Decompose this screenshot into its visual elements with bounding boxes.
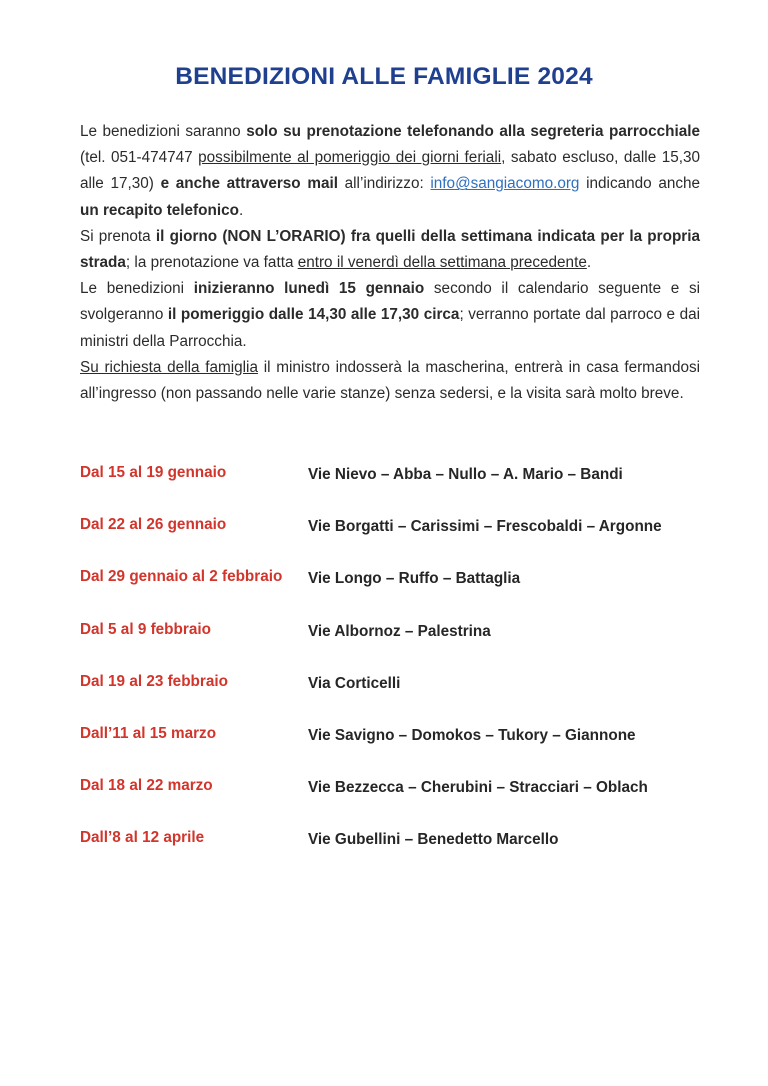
schedule-date: Dall’8 al 12 aprile	[80, 829, 205, 847]
text: Si prenota	[80, 227, 156, 245]
schedule-streets: Via Corticelli	[308, 674, 401, 692]
paragraph-visit	[80, 355, 700, 407]
schedule-row	[80, 516, 720, 568]
schedule-row	[80, 464, 720, 516]
bold-text: inizieranno lunedì 15 gennaio	[193, 280, 425, 298]
page-title: BENEDIZIONI ALLE FAMIGLIE 2024	[175, 63, 593, 91]
bold-text: solo su prenotazione telefonando alla segreteria parrocchiale	[246, 123, 700, 140]
underlined-text: possibilmente al pomeriggio dei giorni feriali	[198, 149, 502, 167]
schedule-streets: Vie Gubellini – Benedetto Marcello	[308, 831, 559, 849]
schedule-date: Dal 19 al 23 febbraio	[80, 672, 228, 690]
paragraph-booking	[80, 119, 700, 224]
text: secondo il calendario seguente e si svolgeranno	[80, 280, 700, 324]
bold-text: un recapito telefonico	[80, 201, 239, 219]
paragraph-day	[80, 224, 700, 276]
schedule-streets: Vie Nievo – Abba – Nullo – A. Mario – Bandi	[308, 466, 623, 483]
schedule-row	[80, 568, 720, 620]
text: Le benedizioni saranno	[80, 123, 247, 140]
schedule-date: Dal 18 al 22 marzo	[80, 777, 213, 795]
email-link[interactable]: info@sangiacomo.org	[430, 175, 580, 193]
text: , sabato escluso, dalle 15,30 alle 17,30)	[80, 149, 700, 193]
text: ; verranno portate dal parroco e dai ministri della Parrocchia.	[80, 306, 700, 350]
text: indicando anche	[579, 175, 701, 193]
intro-text	[80, 119, 700, 407]
bold-text: e anche attraverso mail	[160, 175, 338, 193]
underlined-text: entro il venerdì della settimana precedente	[297, 254, 587, 272]
underlined-text: Su richiesta della famiglia	[80, 358, 258, 376]
schedule-date: Dal 15 al 19 gennaio	[80, 464, 227, 481]
schedule-streets: Vie Bezzecca – Cherubini – Stracciari – Oblach	[308, 779, 648, 797]
schedule-row	[80, 621, 720, 673]
schedule-streets: Vie Savigno – Domokos – Tukory – Giannone	[308, 726, 636, 744]
schedule-row	[80, 829, 720, 881]
bold-text: il giorno (NON L’ORARIO) fra quelli della settimana indicata per la propria strada	[80, 227, 701, 272]
schedule-streets: Vie Longo – Ruffo – Battaglia	[308, 570, 521, 588]
schedule-date: Dall’11 al 15 marzo	[80, 724, 217, 742]
schedule-streets: Vie Borgatti – Carissimi – Frescobaldi – Argonne	[308, 518, 662, 536]
schedule-date: Dal 29 gennaio al 2 febbraio	[80, 568, 283, 586]
schedule-row	[80, 673, 720, 725]
schedule-row	[80, 725, 720, 777]
text: .	[238, 201, 244, 219]
text: Le benedizioni	[80, 280, 194, 298]
text: all’indirizzo:	[337, 175, 431, 193]
schedule-row	[80, 777, 720, 829]
text: ; la prenotazione va fatta	[125, 254, 298, 272]
paragraph-start	[80, 276, 700, 355]
text: il ministro indosserà la mascherina, entrerà in casa fermandosi all’ingresso (non passando nelle varie stanze) senza sedersi, e la visita sarà molto breve.	[80, 358, 701, 403]
bold-text: il pomeriggio dalle 14,30 alle 17,30 circa	[167, 306, 460, 324]
text: .	[586, 254, 592, 272]
text: (tel. 051-474747	[80, 149, 199, 167]
schedule-date: Dal 5 al 9 febbraio	[80, 620, 211, 638]
schedule-list	[80, 464, 720, 882]
schedule-date: Dal 22 al 26 gennaio	[80, 516, 227, 534]
schedule-streets: Vie Albornoz – Palestrina	[308, 622, 491, 640]
